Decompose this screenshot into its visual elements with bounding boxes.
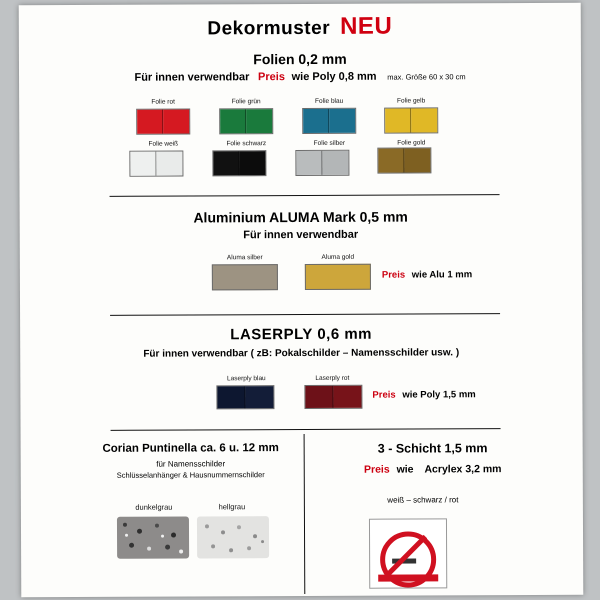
divider-vertical [304, 434, 306, 594]
swatch-corian-dunkelgrau [117, 516, 189, 558]
corian-sub2: Schlüsselanhänger & Hausnummernschilder [116, 470, 265, 480]
laserply-sub: Für innen verwendbar ( zB: Pokalschilder – Namensschilder usw. ) [143, 347, 460, 360]
no-smoking-sign [369, 518, 447, 588]
swatch-label-aluma-gold: Aluma gold [321, 253, 355, 261]
swatch-label-folie-gold: Folie gold [397, 139, 426, 147]
folien-sub-prefix: Für innen verwendbar [134, 71, 250, 84]
sign-red-bar [378, 574, 438, 581]
swatch-label-aluma-silber: Aluma silber [226, 254, 263, 262]
swatch-label-folie-weiss: Folie weiß [148, 140, 179, 148]
board-content [19, 3, 584, 597]
swatch-label-folie-blau: Folie blau [315, 97, 344, 105]
schicht-price-text: Acrylex 3,2 mm [424, 463, 502, 476]
aluminium-price-word: Preis [381, 269, 406, 281]
swatch-label-laserply-rot: Laserply rot [315, 374, 350, 382]
sample-board-sheet [19, 3, 584, 597]
swatch-label-hellgrau: hellgrau [218, 502, 246, 512]
corian-sub1: für Namensschilder [156, 459, 226, 469]
laserply-price-word: Preis [372, 389, 396, 401]
swatch-corian-hellgrau [197, 516, 269, 558]
swatch-folie-gruen [219, 108, 273, 134]
page-title-main: Dekormuster [207, 17, 331, 40]
swatch-folie-gelb [384, 107, 438, 133]
swatch-aluma-gold [305, 264, 371, 290]
swatch-label-dunkelgrau: dunkelgrau [135, 502, 173, 512]
swatch-label-folie-schwarz: Folie schwarz [226, 140, 267, 148]
swatch-label-folie-gruen: Folie grün [231, 98, 261, 106]
divider-1 [110, 194, 500, 197]
laserply-price [372, 389, 475, 400]
folien-subline [19, 70, 581, 84]
divider-3 [111, 428, 501, 431]
schicht-price-word: Preis [363, 463, 390, 476]
laserply-price-text: wie Poly 1,5 mm [402, 389, 476, 401]
swatch-folie-schwarz [212, 150, 266, 176]
aluminium-heading: Aluminium ALUMA Mark 0,5 mm [193, 208, 408, 226]
swatch-label-folie-rot: Folie rot [151, 98, 175, 106]
divider-2 [110, 313, 500, 316]
swatch-label-folie-gelb: Folie gelb [397, 97, 426, 105]
swatch-folie-rot [136, 108, 190, 134]
page-title-accent: NEU [340, 12, 393, 40]
folien-price-text: wie Poly 0,8 mm [291, 70, 377, 84]
swatch-folie-blau [302, 108, 356, 134]
schicht-price [313, 463, 553, 476]
swatch-folie-gold [377, 147, 431, 173]
swatch-label-laserply-blau: Laserply blau [226, 375, 266, 383]
laserply-heading: LASERPLY 0,6 mm [230, 325, 373, 344]
sign-inner [374, 523, 442, 583]
swatch-folie-weiss [129, 151, 183, 177]
aluminium-price [382, 269, 472, 280]
corian-heading: Corian Puntinella ca. 6 u. 12 mm [102, 442, 279, 455]
swatch-laserply-rot [304, 385, 362, 409]
folien-heading: Folien 0,2 mm [253, 50, 347, 68]
swatch-aluma-silber [212, 264, 278, 290]
schicht-caption: weiß – schwarz / rot [387, 495, 459, 505]
aluminium-price-text: wie Alu 1 mm [411, 269, 473, 281]
folien-price-word: Preis [258, 71, 285, 84]
swatch-label-folie-silber: Folie silber [313, 139, 346, 147]
swatch-laserply-blau [216, 385, 274, 409]
page-title [19, 12, 581, 42]
folien-max-size: max. Größe 60 x 30 cm [387, 72, 466, 82]
aluminium-sub: Für innen verwendbar [243, 228, 359, 242]
schicht-heading: 3 - Schicht 1,5 mm [377, 441, 488, 456]
schicht-price-prefix: wie [396, 463, 414, 476]
swatch-folie-silber [295, 150, 349, 176]
